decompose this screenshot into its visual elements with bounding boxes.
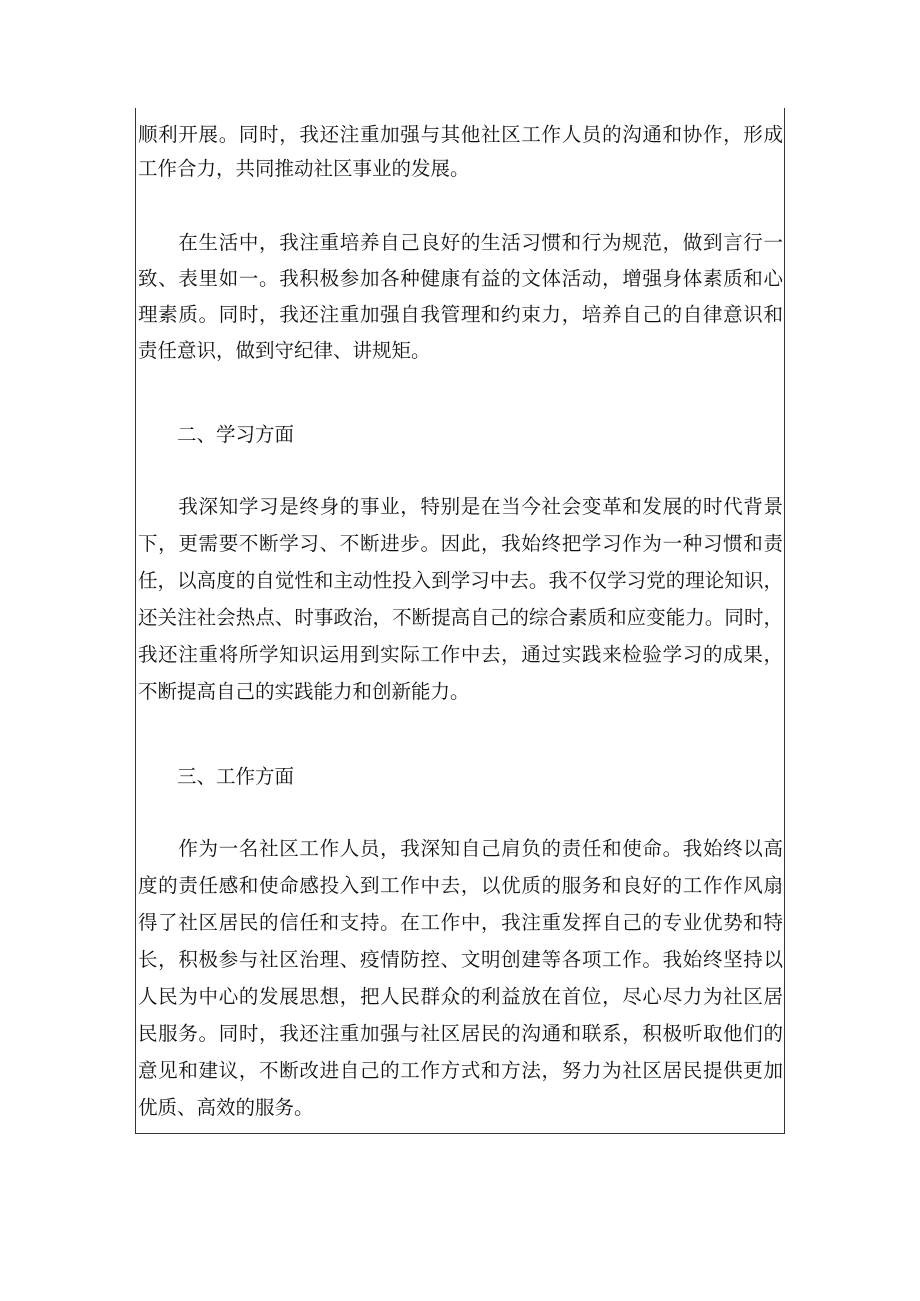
paragraph-line: 任，以高度的自觉性和主动性投入到学习中去。我不仅学习党的理论知识， xyxy=(138,569,783,592)
section-heading: 三、工作方面 xyxy=(138,765,295,788)
paragraph-line: 人民为中心的发展思想，把人民群众的利益放在首位，尽心尽力为社区居 xyxy=(138,985,783,1008)
paragraph-line: 下，更需要不断学习、不断进步。因此，我始终把学习作为一种习惯和责 xyxy=(138,532,783,555)
paragraph-line: 顺利开展。同时，我还注重加强与其他社区工作人员的沟通和协作，形成 xyxy=(138,123,783,146)
paragraph-line: 还关注社会热点、时事政治，不断提高自己的综合素质和应变能力。同时， xyxy=(138,606,783,629)
section-heading: 二、学习方面 xyxy=(138,423,295,446)
paragraph-line: 意见和建议，不断改进自己的工作方式和方法，努力为社区居民提供更加 xyxy=(138,1059,783,1082)
paragraph-line: 我还注重将所学知识运用到实际工作中去，通过实践来检验学习的成果， xyxy=(138,643,783,666)
paragraph-line: 工作合力，共同推动社区事业的发展。 xyxy=(138,157,470,180)
paragraph-line: 民服务。同时，我还注重加强与社区居民的沟通和联系，积极听取他们的 xyxy=(138,1022,783,1045)
paragraph-line: 在生活中，我注重培养自己良好的生活习惯和行为规范，做到言行一 xyxy=(138,231,783,254)
paragraph-line: 责任意识，做到守纪律、讲规矩。 xyxy=(138,339,431,362)
paragraph-line: 长，积极参与社区治理、疫情防控、文明创建等各项工作。我始终坚持以 xyxy=(138,948,783,971)
paragraph-line: 得了社区居民的信任和支持。在工作中，我注重发挥自己的专业优势和特 xyxy=(138,911,783,934)
paragraph-line: 理素质。同时，我还注重加强自我管理和约束力，培养自己的自律意识和 xyxy=(138,303,783,326)
paragraph-line: 不断提高自己的实践能力和创新能力。 xyxy=(138,680,470,703)
paragraph-line: 优质、高效的服务。 xyxy=(138,1096,314,1119)
paragraph-line: 作为一名社区工作人员，我深知自己肩负的责任和使命。我始终以高 xyxy=(138,837,783,860)
paragraph-line: 我深知学习是终身的事业，特别是在当今社会变革和发展的时代背景 xyxy=(138,495,783,518)
paragraph-line: 度的责任感和使命感投入到工作中去，以优质的服务和良好的工作作风扇 xyxy=(138,874,783,897)
paragraph-line: 致、表里如一。我积极参加各种健康有益的文体活动，增强身体素质和心 xyxy=(138,267,783,290)
